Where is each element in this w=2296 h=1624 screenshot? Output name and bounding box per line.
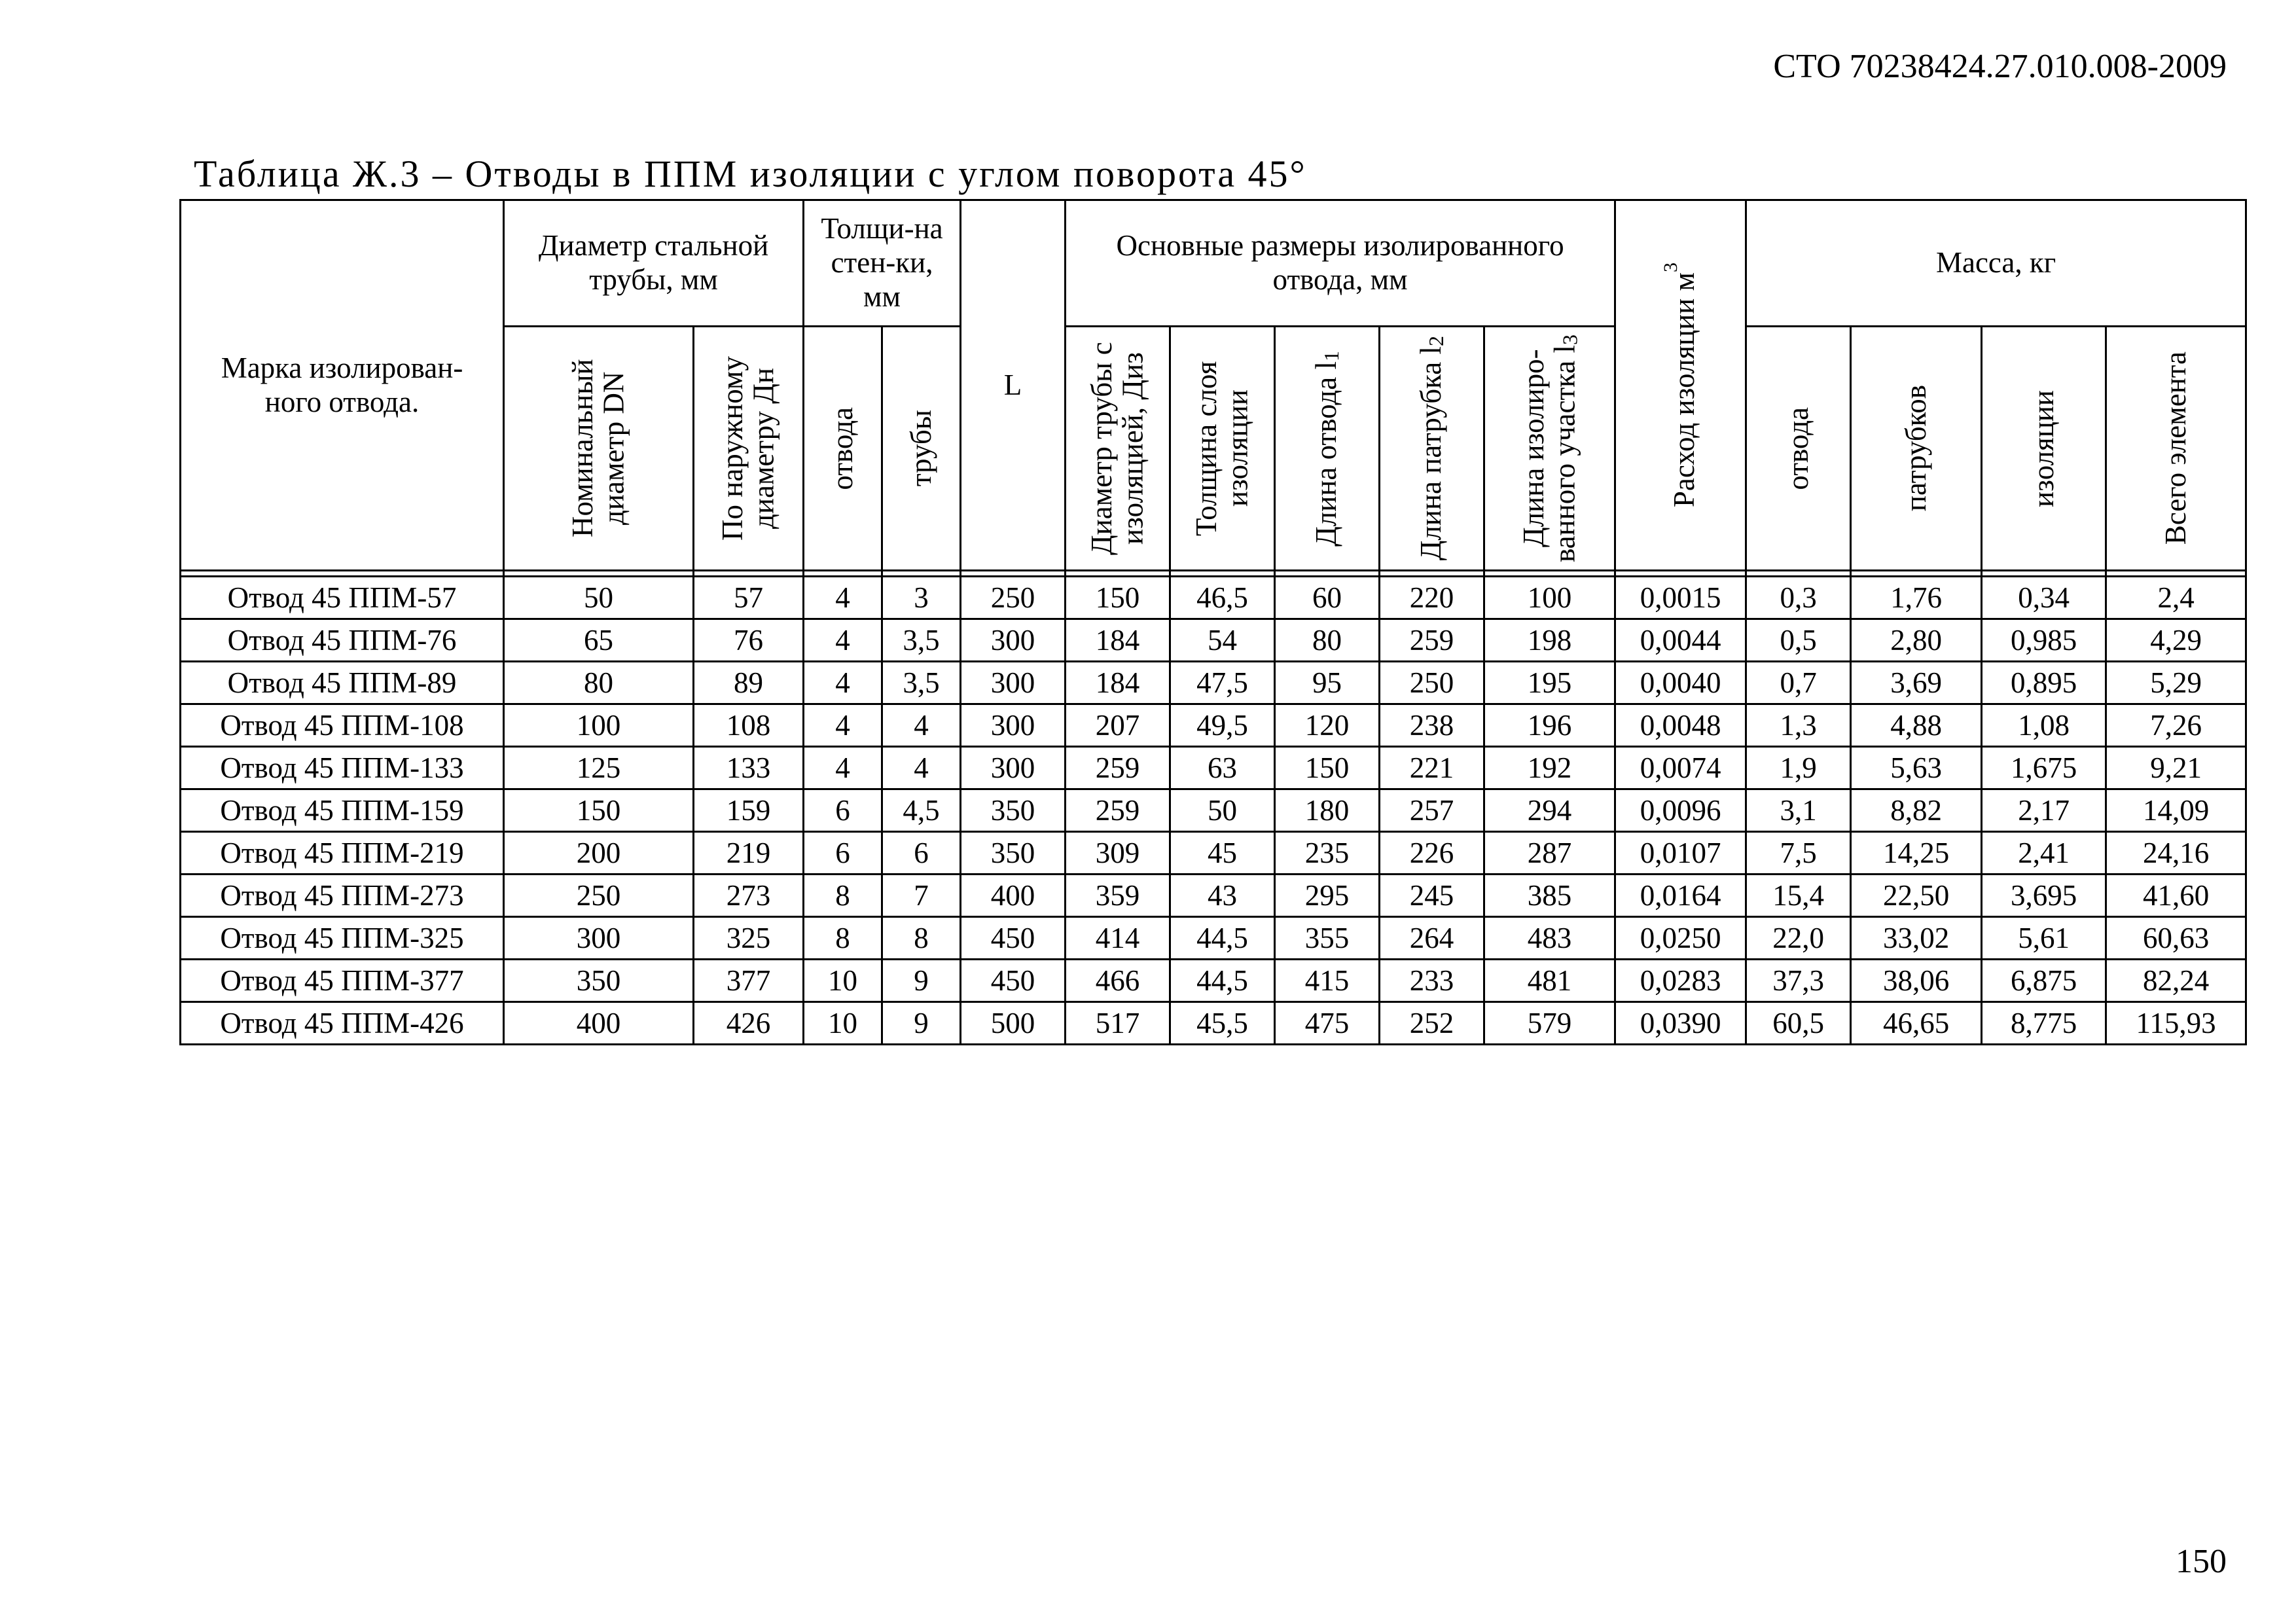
table-cell: 309 [1066,832,1170,875]
table-cell: 50 [1170,789,1275,832]
table-cell: 500 [961,1002,1066,1045]
table-cell: 63 [1170,747,1275,789]
table-cell: 43 [1170,875,1275,917]
row-mark-cell: Отвод 45 ППМ-108 [181,704,504,747]
table-cell: 0,0048 [1615,704,1746,747]
table-cell: 0,3 [1746,577,1851,619]
header-bend-length: Длина отвода $l_1$ [1275,327,1380,571]
table-cell: 45,5 [1170,1002,1275,1045]
table-cell: 207 [1066,704,1170,747]
table-cell: 44,5 [1170,917,1275,960]
table-cell: 4 [882,704,961,747]
table-cell: 350 [961,832,1066,875]
table-cell: 0,0250 [1615,917,1746,960]
table-cell: 517 [1066,1002,1170,1045]
table-cell: 150 [1066,577,1170,619]
table-cell: 38,06 [1851,960,1982,1002]
table-cell: 359 [1066,875,1170,917]
table-cell: 60,63 [2106,917,2246,960]
table-cell: 100 [1484,577,1615,619]
table-cell: 44,5 [1170,960,1275,1002]
table-cell: 3,695 [1982,875,2106,917]
table-cell: 466 [1066,960,1170,1002]
table-cell: 0,0040 [1615,662,1746,704]
table-cell: 2,80 [1851,619,1982,662]
table-cell: 4 [804,577,882,619]
table-cell: 287 [1484,832,1615,875]
table-cell: 184 [1066,662,1170,704]
table-cell: 0,0164 [1615,875,1746,917]
table-cell: 4 [804,619,882,662]
table-cell: 0,895 [1982,662,2106,704]
table-cell: 0,985 [1982,619,2106,662]
table-cell: 0,0107 [1615,832,1746,875]
table-cell: 33,02 [1851,917,1982,960]
table-cell: 150 [504,789,694,832]
header-wall-pipe: трубы [882,327,961,571]
table-cell: 6,875 [1982,960,2106,1002]
table-row [181,960,2246,1002]
header-mass-bend: отвода [1746,327,1851,571]
table-cell: 49,5 [1170,704,1275,747]
table-cell: 10 [804,960,882,1002]
table-cell: 259 [1066,747,1170,789]
table-cell: 481 [1484,960,1615,1002]
table-cell: 1,76 [1851,577,1982,619]
table-cell: 1,675 [1982,747,2106,789]
table-cell: 8 [804,875,882,917]
table-caption: Таблица Ж.3 – Отводы в ППМ изоляции с углом поворота 45° [194,153,1307,195]
header-insulated-diameter: Диаметр трубы с изоляцией, Диз [1066,327,1170,571]
table-cell: 1,3 [1746,704,1851,747]
table-cell: 14,25 [1851,832,1982,875]
table-cell: 475 [1275,1002,1380,1045]
table-cell: 3,69 [1851,662,1982,704]
header-steel-diameter: Диаметр стальной трубы, мм [504,200,804,327]
table-cell: 259 [1066,789,1170,832]
table-cell: 50 [504,577,694,619]
row-mark-cell: Отвод 45 ППМ-325 [181,917,504,960]
table-cell: 5,63 [1851,747,1982,789]
table-cell: 238 [1380,704,1484,747]
table-cell: 76 [694,619,804,662]
table-cell: 125 [504,747,694,789]
table-cell: 184 [1066,619,1170,662]
table-cell: 4 [804,662,882,704]
table-cell: 10 [804,1002,882,1045]
table-cell: 300 [504,917,694,960]
table-cell: 355 [1275,917,1380,960]
table-row [181,832,2246,875]
table-cell: 22,0 [1746,917,1851,960]
table-cell: 3 [882,577,961,619]
table-cell: 483 [1484,917,1615,960]
table-cell: 54 [1170,619,1275,662]
table-cell: 46,5 [1170,577,1275,619]
table-cell: 3,1 [1746,789,1851,832]
table-cell: 252 [1380,1002,1484,1045]
table-cell: 4,5 [882,789,961,832]
table-cell: 7 [882,875,961,917]
table-cell: 250 [961,577,1066,619]
header-separator [181,571,2246,577]
row-mark-cell: Отвод 45 ППМ-89 [181,662,504,704]
table-cell: 4,88 [1851,704,1982,747]
table-cell: 133 [694,747,804,789]
table-cell: 4 [804,747,882,789]
header-main-dimensions: Основные размеры изолированного отвода, мм [1066,200,1615,327]
header-wall-thickness: Толщи-на стен-ки, мм [804,200,961,327]
table-cell: 82,24 [2106,960,2246,1002]
table-cell: 5,29 [2106,662,2246,704]
table-cell: 89 [694,662,804,704]
table-cell: 180 [1275,789,1380,832]
table-cell: 3,5 [882,619,961,662]
table-cell: 9 [882,960,961,1002]
table-cell: 46,65 [1851,1002,1982,1045]
table-cell: 7,26 [2106,704,2246,747]
table-cell: 8,82 [1851,789,1982,832]
table-cell: 300 [961,704,1066,747]
row-mark-cell: Отвод 45 ППМ-377 [181,960,504,1002]
table-cell: 1,08 [1982,704,2106,747]
table-cell: 220 [1380,577,1484,619]
table-cell: 3,5 [882,662,961,704]
header-length-l: L [961,200,1066,571]
table-cell: 198 [1484,619,1615,662]
row-mark-cell: Отвод 45 ППМ-76 [181,619,504,662]
table-cell: 264 [1380,917,1484,960]
table-cell: 15,4 [1746,875,1851,917]
table-cell: 192 [1484,747,1615,789]
header-mass-insulation: изоляции [1982,327,2106,571]
table-cell: 37,3 [1746,960,1851,1002]
table-row [181,875,2246,917]
table-cell: 350 [504,960,694,1002]
table-cell: 80 [504,662,694,704]
table-cell: 245 [1380,875,1484,917]
table-cell: 1,9 [1746,747,1851,789]
table-cell: 14,09 [2106,789,2246,832]
table-cell: 80 [1275,619,1380,662]
header-mass-branch: патрубков [1851,327,1982,571]
table-cell: 325 [694,917,804,960]
table-row [181,747,2246,789]
table-cell: 2,41 [1982,832,2106,875]
table-cell: 350 [961,789,1066,832]
header-insulated-length: Длина изолиро-ванного участка $l_3$ [1484,327,1615,571]
table-cell: 8,775 [1982,1002,2106,1045]
row-mark-cell: Отвод 45 ППМ-219 [181,832,504,875]
table-cell: 0,0015 [1615,577,1746,619]
table-cell: 60,5 [1746,1002,1851,1045]
table-cell: 400 [961,875,1066,917]
header-outer-dn: По наружному диаметру Дн [694,327,804,571]
table-cell: 6 [882,832,961,875]
table-cell: 6 [804,789,882,832]
table-cell: 300 [961,619,1066,662]
table-row [181,789,2246,832]
table-cell: 4 [804,704,882,747]
table-cell: 295 [1275,875,1380,917]
table-cell: 57 [694,577,804,619]
table-cell: 115,93 [2106,1002,2246,1045]
table-cell: 450 [961,917,1066,960]
table-cell: 0,34 [1982,577,2106,619]
table-cell: 259 [1380,619,1484,662]
table-cell: 273 [694,875,804,917]
table-cell: 100 [504,704,694,747]
table-cell: 414 [1066,917,1170,960]
row-mark-cell: Отвод 45 ППМ-426 [181,1002,504,1045]
header-mass-total: Всего элемента [2106,327,2246,571]
header-layer-thickness: Толщина слоя изоляции [1170,327,1275,571]
table-cell: 300 [961,662,1066,704]
table-row [181,619,2246,662]
table-cell: 159 [694,789,804,832]
table-cell: 196 [1484,704,1615,747]
table-cell: 41,60 [2106,875,2246,917]
table-cell: 7,5 [1746,832,1851,875]
header-nominal-dn: Номинальный диаметр DN [504,327,694,571]
row-mark-cell: Отвод 45 ППМ-57 [181,577,504,619]
table-cell: 8 [804,917,882,960]
table-cell: 221 [1380,747,1484,789]
table-cell: 226 [1380,832,1484,875]
table-cell: 108 [694,704,804,747]
document-code: СТО 70238424.27.010.008-2009 [1773,48,2227,85]
table-cell: 45 [1170,832,1275,875]
table-cell: 60 [1275,577,1380,619]
table-cell: 22,50 [1851,875,1982,917]
table-cell: 195 [1484,662,1615,704]
table-row [181,1002,2246,1045]
table-cell: 9,21 [2106,747,2246,789]
table-cell: 0,0283 [1615,960,1746,1002]
table-row [181,704,2246,747]
table-cell: 2,17 [1982,789,2106,832]
row-mark-cell: Отвод 45 ППМ-159 [181,789,504,832]
header-branch-length: Длина патрубка $l_2$ [1380,327,1484,571]
row-mark-cell: Отвод 45 ППМ-273 [181,875,504,917]
bends-table [179,199,2247,1045]
table-cell: 8 [882,917,961,960]
table-cell: 233 [1380,960,1484,1002]
table-cell: 579 [1484,1002,1615,1045]
table-cell: 0,0044 [1615,619,1746,662]
table-cell: 415 [1275,960,1380,1002]
table-cell: 250 [504,875,694,917]
table-cell: 257 [1380,789,1484,832]
table-cell: 47,5 [1170,662,1275,704]
table-cell: 377 [694,960,804,1002]
table-cell: 426 [694,1002,804,1045]
table-cell: 300 [961,747,1066,789]
table-cell: 250 [1380,662,1484,704]
table-row [181,662,2246,704]
table-cell: 24,16 [2106,832,2246,875]
row-mark-cell: Отвод 45 ППМ-133 [181,747,504,789]
table-cell: 400 [504,1002,694,1045]
header-mark: Марка изолирован-ного отвода. [181,200,504,571]
table-cell: 219 [694,832,804,875]
table-cell: 65 [504,619,694,662]
table-cell: 6 [804,832,882,875]
header-mass: Масса, кг [1746,200,2246,327]
header-wall-bend: отвода [804,327,882,571]
table-cell: 5,61 [1982,917,2106,960]
table-cell: 0,5 [1746,619,1851,662]
table-cell: 294 [1484,789,1615,832]
table-cell: 0,0390 [1615,1002,1746,1045]
table-cell: 0,0096 [1615,789,1746,832]
table-cell: 450 [961,960,1066,1002]
table-cell: 120 [1275,704,1380,747]
table-cell: 235 [1275,832,1380,875]
table-row [181,917,2246,960]
page-number: 150 [2176,1543,2227,1580]
table-cell: 9 [882,1002,961,1045]
table-cell: 385 [1484,875,1615,917]
table-cell: 150 [1275,747,1380,789]
table-cell: 4,29 [2106,619,2246,662]
table-cell: 0,7 [1746,662,1851,704]
table-row [181,577,2246,619]
table-cell: 200 [504,832,694,875]
table-cell: 2,4 [2106,577,2246,619]
table-cell: 95 [1275,662,1380,704]
table-cell: 4 [882,747,961,789]
header-insulation-use: Расход изоляции $м^3$ [1615,200,1746,571]
table-cell: 0,0074 [1615,747,1746,789]
